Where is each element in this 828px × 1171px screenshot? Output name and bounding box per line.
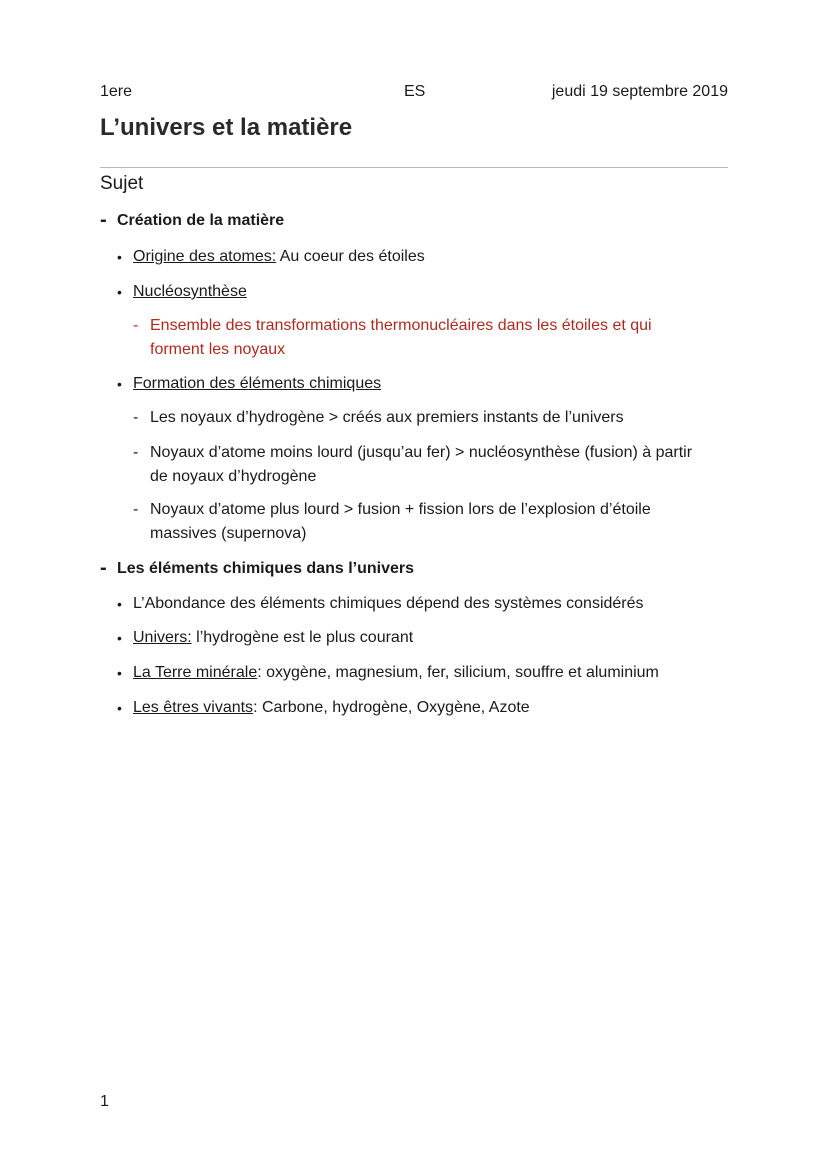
sub-item-line: Ensemble des transformations thermonucléaires dans les étoiles et qui [150, 317, 652, 334]
title-divider [100, 167, 728, 168]
bullet-marker: • [117, 700, 122, 716]
topic-heading-creation: Création de la matière [117, 212, 285, 229]
item-label: Nucléosynthèse [133, 283, 247, 300]
topic-heading-elements: Les éléments chimiques dans l’univers [117, 560, 414, 577]
bullet-marker: • [117, 284, 122, 300]
item-label: Origine des atomes: [133, 248, 277, 265]
sub-dash-marker: - [133, 409, 139, 426]
sub-item-line: forment les noyaux [150, 341, 286, 358]
sub-item-line: de noyaux d’hydrogène [150, 468, 317, 485]
heading-dash-marker: - [100, 557, 107, 579]
bullet-marker: • [117, 596, 122, 612]
sub-item-line: massives (supernova) [150, 525, 307, 542]
sub-dash-marker: - [133, 317, 139, 334]
list-item [133, 372, 381, 396]
list-item [133, 280, 247, 304]
page-header [100, 83, 728, 105]
list-item [133, 661, 659, 685]
header-date: jeudi 19 septembre 2019 [551, 83, 728, 100]
header-section: ES [404, 83, 426, 100]
page-number: 1 [100, 1093, 109, 1110]
list-item [133, 696, 530, 720]
item-text: Au coeur des étoiles [276, 248, 425, 265]
section-heading: Sujet [100, 173, 144, 194]
list-item [133, 245, 425, 269]
bullet-marker: • [117, 376, 122, 392]
item-label: Formation des éléments chimiques [133, 375, 382, 392]
bullet-marker: • [117, 630, 122, 646]
sub-item-line: Noyaux d’atome moins lourd (jusqu’au fer) > nucléosynthèse (fusion) à partir [150, 444, 693, 461]
sub-dash-marker: - [133, 444, 139, 461]
item-text: : oxygène, magnesium, fer, silicium, souffre et aluminium [257, 664, 659, 681]
sub-dash-marker: - [133, 501, 139, 518]
item-label: Univers: [133, 629, 192, 646]
sub-item-line: Noyaux d’atome plus lourd > fusion + fission lors de l’explosion d’étoile [150, 501, 651, 518]
header-class-level: 1ere [100, 83, 133, 100]
item-label: Les êtres vivants [133, 699, 254, 716]
item-text: l’hydrogène est le plus courant [191, 629, 414, 646]
sub-item-line: Les noyaux d’hydrogène > créés aux premiers instants de l’univers [150, 409, 624, 426]
heading-dash-marker: - [100, 209, 107, 231]
document-title: L’univers et la matière [100, 114, 353, 141]
item-label: La Terre minérale [133, 664, 258, 681]
bullet-marker: • [117, 249, 122, 265]
item-text: : Carbone, hydrogène, Oxygène, Azote [253, 699, 530, 716]
list-item: L’Abondance des éléments chimiques dépend des systèmes considérés [133, 595, 644, 612]
list-item [133, 626, 413, 650]
bullet-marker: • [117, 665, 122, 681]
